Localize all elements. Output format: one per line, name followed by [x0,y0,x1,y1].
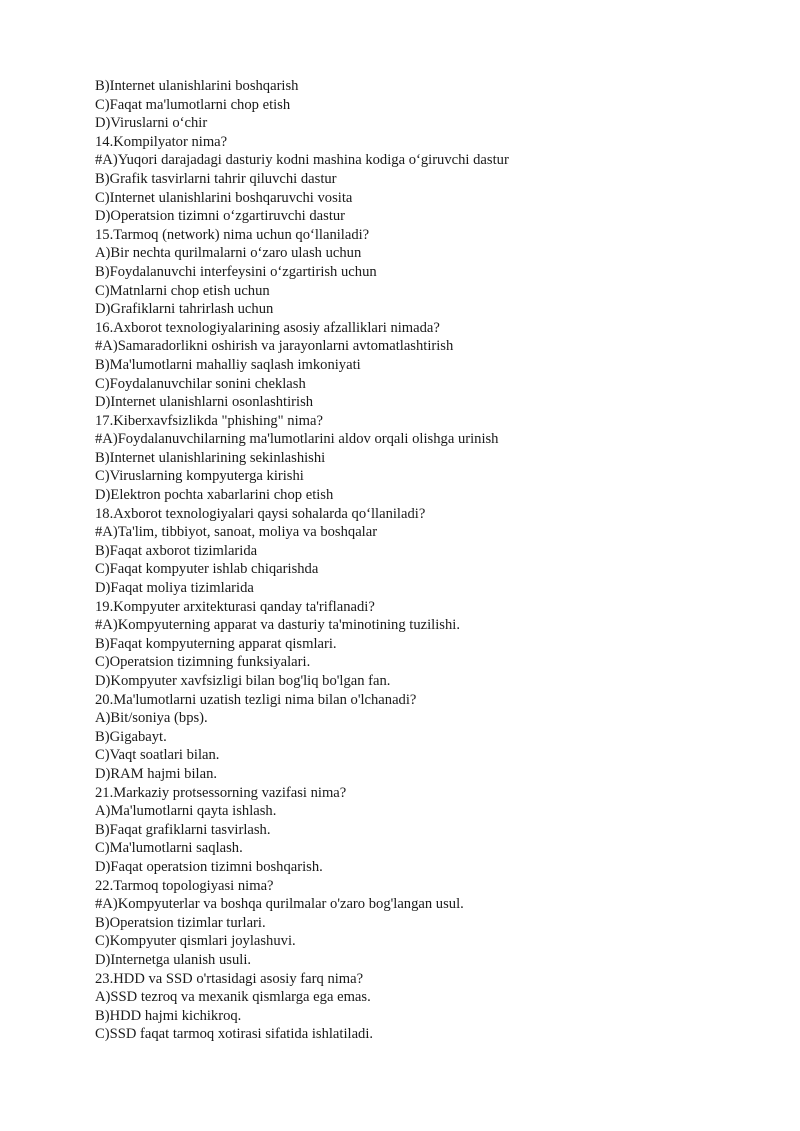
answer-line: C)Foydalanuvchilar sonini cheklash [95,375,306,392]
correct-answer-line: #A)Samaradorlikni oshirish va jarayonlarni avtomatlashtirish [95,338,454,355]
answer-line: D)Operatsion tizimni o‘zgartiruvchi dastur [95,208,346,225]
answer-line: A)Bir nechta qurilmalarni o‘zaro ulash uchun [95,245,362,262]
answer-line: D)Internetga ulanish usuli. [95,951,252,968]
answer-line: A)Ma'lumotlarni qayta ishlash. [95,803,277,820]
question-line: 18.Axborot texnologiyalari qaysi sohalarda qo‘llaniladi? [95,505,426,522]
question-line: 17.Kiberxavfsizlikda "phishing" nima? [95,412,323,429]
answer-line: D)RAM hajmi bilan. [95,765,218,782]
answer-line: C)SSD faqat tarmoq xotirasi sifatida ishlatiladi. [95,1026,374,1043]
answer-line: B)Operatsion tizimlar turlari. [95,914,266,931]
answer-line: C)Viruslarning kompyuterga kirishi [95,468,304,485]
correct-answer-line: #A)Kompyuterlar va boshqa qurilmalar o'zaro bog'langan usul. [95,896,464,913]
answer-line: C)Matnlarni chop etish uchun [95,282,270,299]
answer-line: B)HDD hajmi kichikroq. [95,1007,242,1024]
answer-line: D)Grafiklarni tahrirlash uchun [95,301,274,318]
answer-line: B)Faqat grafiklarni tasvirlash. [95,821,271,838]
correct-answer-line: #A)Foydalanuvchilarning ma'lumotlarini aldov orqali olishga urinish [95,431,499,448]
answer-line: B)Foydalanuvchi interfeysini o‘zgartirish uchun [95,263,377,280]
answer-line: C)Internet ulanishlarini boshqaruvchi vosita [95,189,353,206]
question-line: 14.Kompilyator nima? [95,133,228,150]
correct-answer-line: #A)Kompyuterning apparat va dasturiy ta'minotining tuzilishi. [95,617,460,634]
question-line: 22.Tarmoq topologiyasi nima? [95,877,274,894]
answer-line: C)Operatsion tizimning funksiyalari. [95,654,311,671]
answer-line: D)Faqat moliya tizimlarida [95,580,254,597]
question-line: 19.Kompyuter arxitekturasi qanday ta'riflanadi? [95,598,375,615]
question-line: 21.Markaziy protsessorning vazifasi nima? [95,784,347,801]
answer-line: B)Gigabayt. [95,728,167,745]
answer-line: D)Faqat operatsion tizimni boshqarish. [95,858,323,875]
answer-line: B)Internet ulanishlarini boshqarish [95,78,299,94]
correct-answer-line: #A)Ta'lim, tibbiyot, sanoat, moliya va boshqalar [95,524,378,541]
answer-line: D)Elektron pochta xabarlarini chop etish [95,487,334,504]
answer-line: B)Ma'lumotlarni mahalliy saqlash imkoniyati [95,356,361,373]
document-text [95,77,775,1044]
answer-line: C)Vaqt soatlari bilan. [95,747,220,764]
answer-line: B)Faqat kompyuterning apparat qismlari. [95,635,337,652]
answer-line: A)Bit/soniya (bps). [95,710,208,727]
answer-line: C)Kompyuter qismlari joylashuvi. [95,933,296,950]
question-line: 16.Axborot texnologiyalarining asosiy afzalliklari nimada? [95,319,440,336]
answer-line: B)Grafik tasvirlarni tahrir qiluvchi dastur [95,170,337,187]
answer-line: D)Kompyuter xavfsizligi bilan bog'liq bo'lgan fan. [95,673,391,689]
answer-line: B)Internet ulanishlarining sekinlashishi [95,449,326,466]
answer-line: D)Viruslarni o‘chir [95,115,208,132]
answer-line: D)Internet ulanishlarni osonlashtirish [95,394,314,411]
answer-line: C)Faqat ma'lumotlarni chop etish [95,96,291,113]
question-line: 20.Ma'lumotlarni uzatish tezligi nima bilan o'lchanadi? [95,691,417,708]
question-line: 15.Tarmoq (network) nima uchun qo‘llaniladi? [95,226,370,243]
correct-answer-line: #A)Yuqori darajadagi dasturiy kodni mashina kodiga o‘giruvchi dastur [95,152,509,169]
answer-line: C)Faqat kompyuter ishlab chiqarishda [95,561,319,578]
question-line: 23.HDD va SSD o'rtasidagi asosiy farq nima? [95,970,364,987]
answer-line: C)Ma'lumotlarni saqlash. [95,840,243,857]
answer-line: B)Faqat axborot tizimlarida [95,542,258,559]
answer-line: A)SSD tezroq va mexanik qismlarga ega emas. [95,989,371,1006]
